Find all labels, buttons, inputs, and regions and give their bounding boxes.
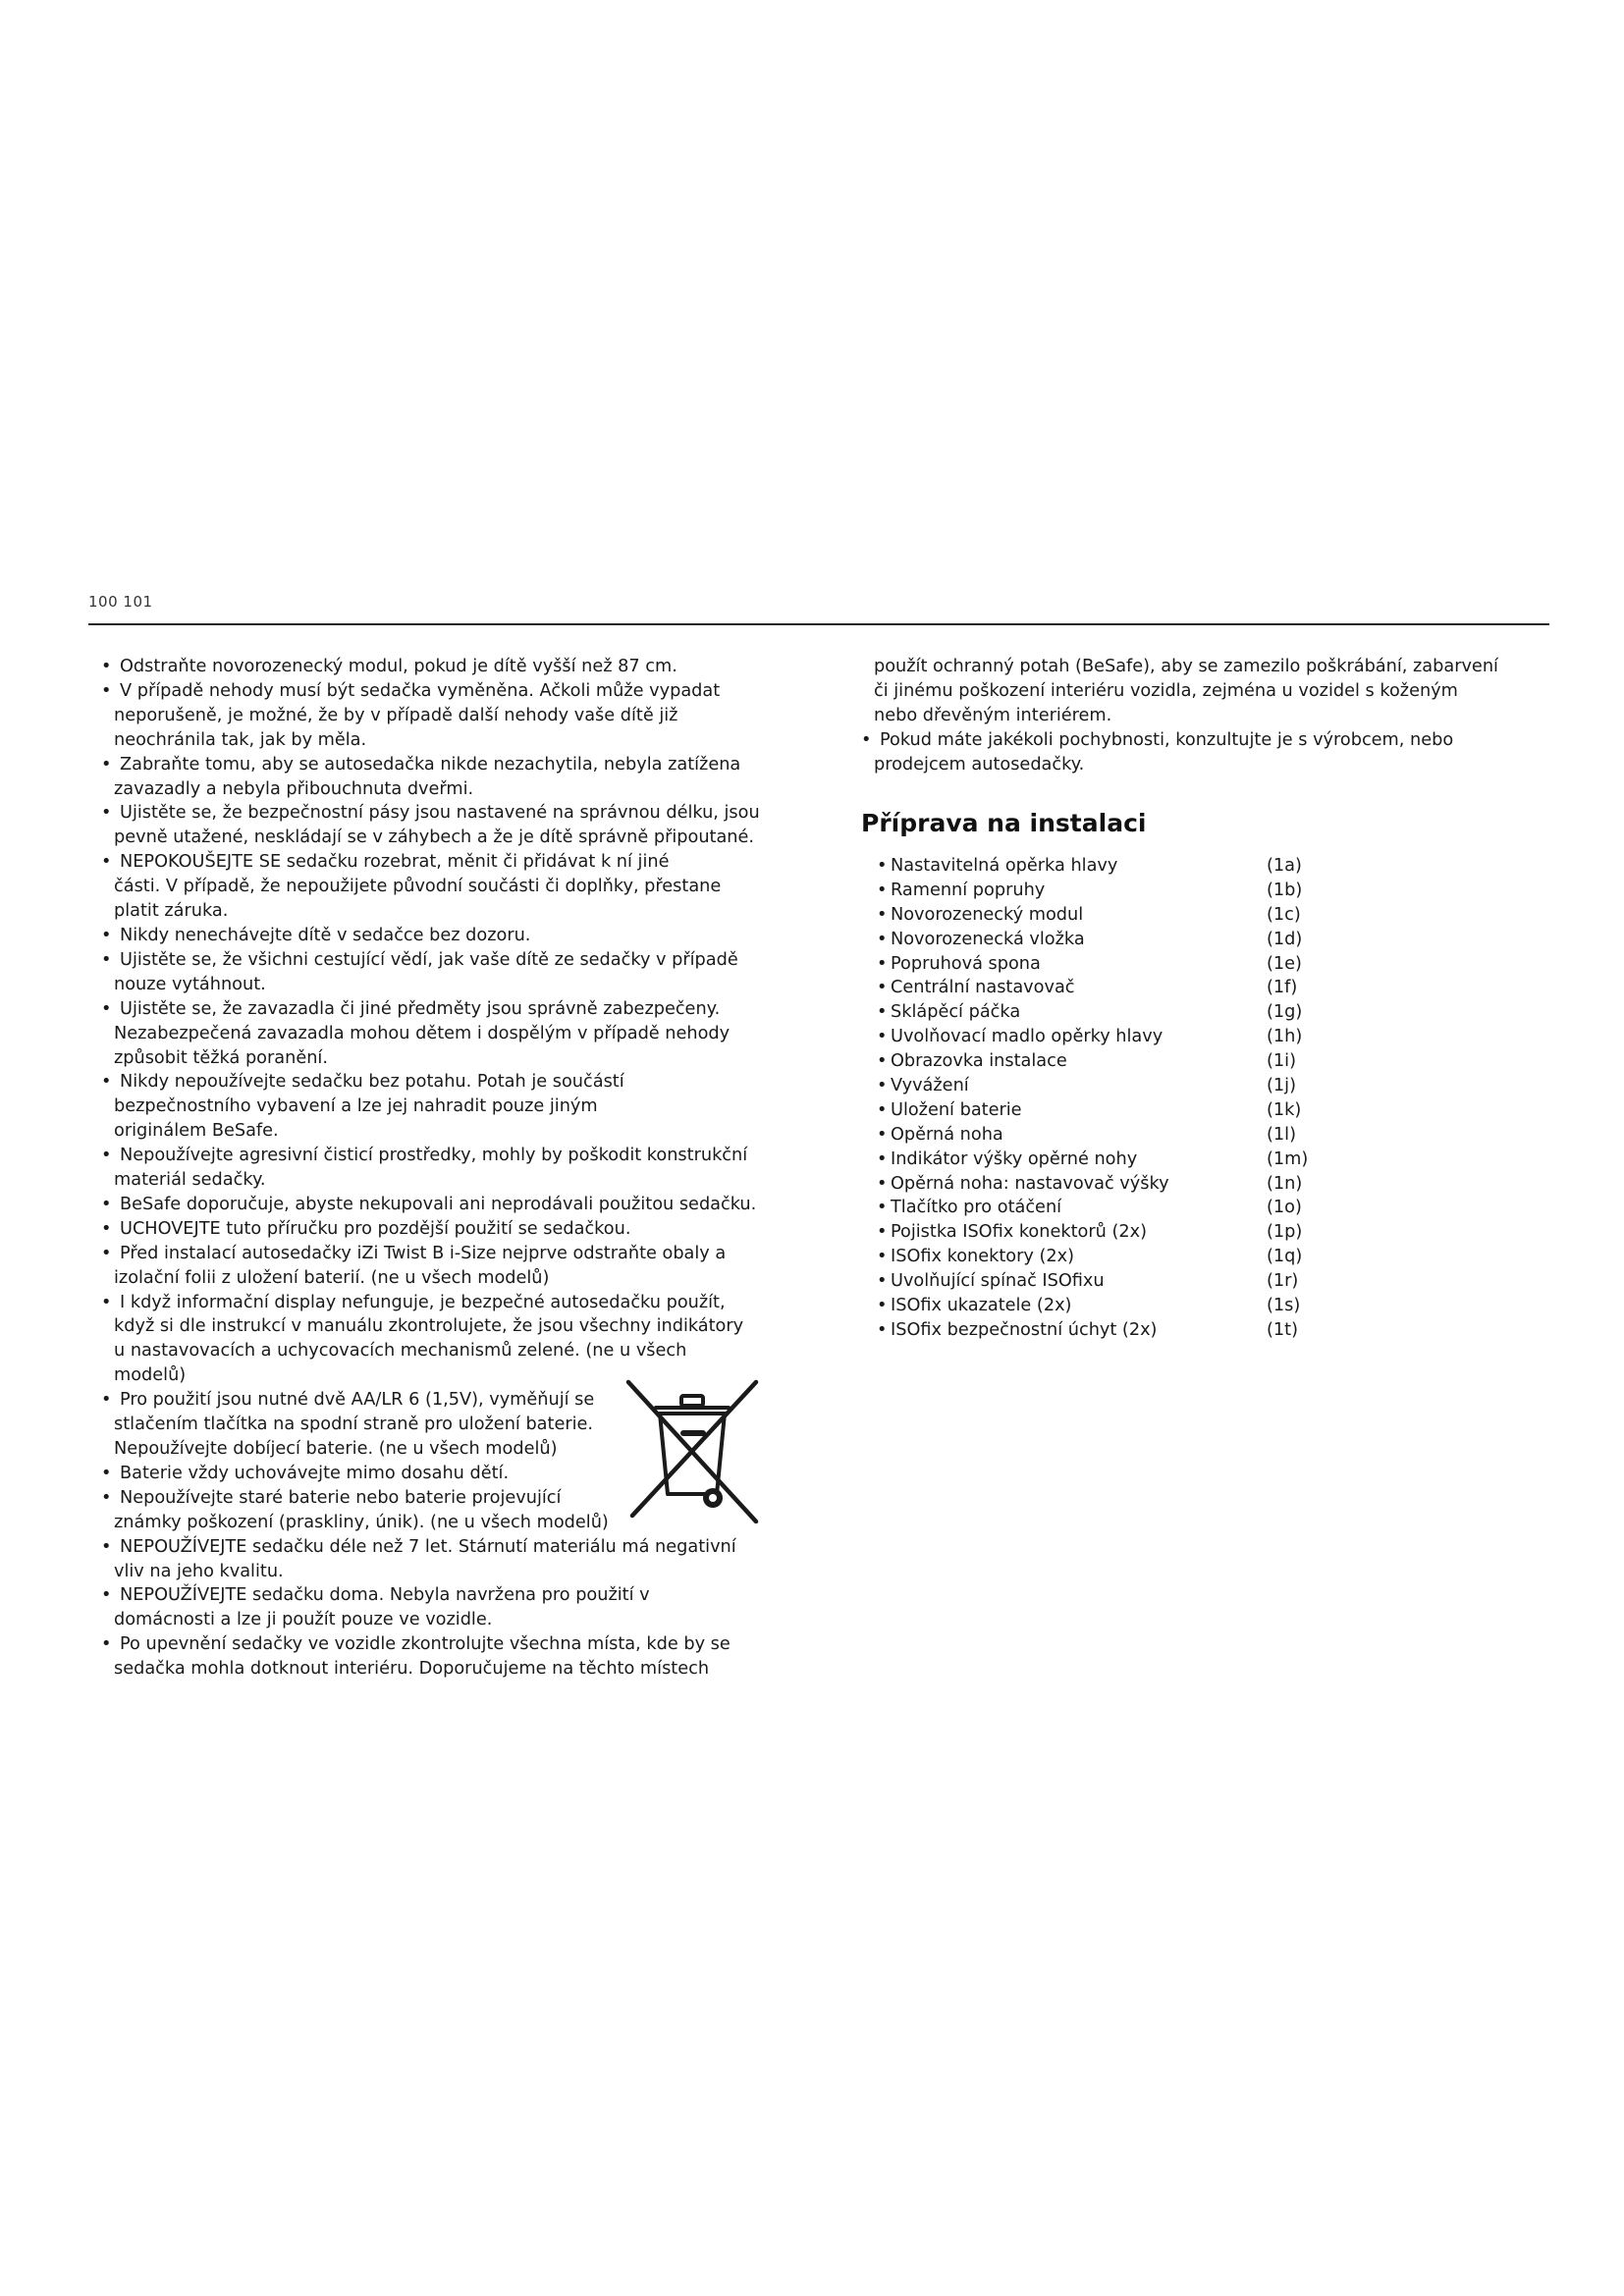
part-reference: (1m) [1267, 1148, 1309, 1169]
part-reference: (1e) [1267, 953, 1302, 974]
bullet-line: • Nepoužívejte agresivní čisticí prostředky, mohly by poškodit konstrukční [101, 1144, 788, 1168]
part-item [877, 1294, 1387, 1318]
continuation-line: platit záruka. [114, 901, 229, 922]
bullet-line: • Pro použití jsou nutné dvě AA/LR 6 (1,5V), vyměňují se [101, 1388, 788, 1413]
part-name: • Ramenní popruhy [891, 880, 1046, 900]
part-name: • Uložení baterie [891, 1099, 1022, 1120]
part-reference: (1f) [1267, 978, 1298, 998]
bullet-line: • Zabraňte tomu, aby se autosedačka nikde nezachytila, nebyla zatížena [101, 753, 788, 777]
part-reference: (1h) [1267, 1027, 1303, 1047]
continuation-line: zavazadly a nebyla přibouchnuta dveřmi. [114, 778, 474, 799]
part-name: • Indikátor výšky opěrné nohy [891, 1148, 1138, 1169]
part-item [877, 903, 1387, 928]
continuation-line: způsobit těžká poranění. [114, 1047, 328, 1068]
bullet-line: • BeSafe doporučuje, abyste nekupovali ani neprodávali použitou sedačku. [101, 1193, 788, 1217]
bullet-line: • UCHOVEJTE tuto příručku pro pozdější použití se sedačkou. [101, 1217, 788, 1242]
part-name: • Novorozenecký modul [891, 904, 1084, 925]
continuation-line: bezpečnostního vybavení a lze jej nahradit pouze jiným [114, 1096, 598, 1117]
continuation-line: neporušeně, je možné, že by v případě další nehody vaše dítě již [114, 705, 678, 725]
part-reference: (1o) [1267, 1198, 1302, 1218]
part-item [877, 952, 1387, 977]
part-item [877, 1172, 1387, 1197]
bullet-line: • I když informační display nefunguje, je bezpečné autosedačku použít, [101, 1291, 788, 1315]
bullet-line: • Ujistěte se, že zavazadla či jiné předměty jsou správně zabezpečeny. [101, 997, 788, 1022]
part-item [877, 976, 1387, 1000]
part-reference: (1r) [1267, 1271, 1299, 1292]
bullet-line: • V případě nehody musí být sedačka vyměněna. Ačkoli může vypadat [101, 679, 788, 704]
continuation-line: neochránila tak, jak by měla. [114, 729, 367, 750]
continuation-line: stlačením tlačítka na spodní straně pro uložení baterie. [114, 1415, 594, 1435]
bullet-line: • Pokud máte jakékoli pochybnosti, konzultujte je s výrobcem, nebo [861, 728, 1553, 753]
bullet-line: • NEPOKOUŠEJTE SE sedačku rozebrat, měnit či přidávat k ní jiné [101, 850, 788, 875]
part-name: • Vyvážení [891, 1076, 969, 1096]
part-name: • Sklápěcí páčka [891, 1002, 1021, 1023]
continuation-line: izolační folii z uložení baterií. (ne u všech modelů) [114, 1267, 550, 1288]
continuation-line: modelů) [114, 1365, 187, 1386]
part-reference: (1q) [1267, 1247, 1303, 1267]
part-name: • Opěrná noha: nastavovač výšky [891, 1173, 1169, 1194]
continuation-line: nouze vytáhnout. [114, 974, 266, 994]
part-name: • Centrální nastavovač [891, 978, 1075, 998]
section-heading: Příprava na instalaci [861, 809, 1147, 837]
part-item [877, 1220, 1387, 1245]
part-reference: (1t) [1267, 1319, 1298, 1340]
continuation-line: domácnosti a lze ji použít pouze ve vozidle. [114, 1610, 493, 1630]
part-name: • Opěrná noha [891, 1124, 1003, 1145]
continuation-line: části. V případě, že nepoužijete původní součásti či doplňky, přestane [114, 877, 722, 897]
continuation-line: když si dle instrukcí v manuálu zkontrolujete, že jsou všechny indikátory [114, 1316, 744, 1337]
part-name: • ISOfix konektory (2x) [891, 1247, 1075, 1267]
part-name: • Popruhová spona [891, 953, 1041, 974]
part-reference: (1p) [1267, 1222, 1303, 1243]
part-reference: (1d) [1267, 929, 1303, 949]
part-name: • Uvolňující spínač ISOfixu [891, 1271, 1105, 1292]
continuation-line: Nezabezpečená zavazadla mohou dětem i dospělým v případě nehody [114, 1023, 731, 1043]
continuation-line: Nepoužívejte dobíjecí baterie. (ne u všech modelů) [114, 1439, 558, 1459]
part-item [877, 1025, 1387, 1049]
part-name: • Novorozenecká vložka [891, 929, 1085, 949]
part-reference: (1l) [1267, 1124, 1296, 1145]
part-item [877, 1148, 1387, 1172]
part-item [877, 1245, 1387, 1269]
part-reference: (1a) [1267, 856, 1302, 876]
part-item [877, 879, 1387, 903]
bullet-line: • NEPOUŽÍVEJTE sedačku déle než 7 let. Stárnutí materiálu má negativní [101, 1535, 788, 1560]
part-name: • Tlačítko pro otáčení [891, 1198, 1062, 1218]
continuation-line: nebo dřevěným interiérem. [874, 705, 1112, 725]
part-item [877, 1049, 1387, 1074]
bullet-line: • Ujistěte se, že všichni cestující vědí, jak vaše dítě ze sedačky v případě [101, 948, 788, 973]
part-item [877, 1098, 1387, 1123]
part-name: • Uvolňovací madlo opěrky hlavy [891, 1027, 1164, 1047]
continuation-line: známky poškození (praskliny, únik). (ne u všech modelů) [114, 1512, 609, 1532]
part-name: • Nastavitelná opěrka hlavy [891, 856, 1118, 876]
bullet-line: • NEPOUŽÍVEJTE sedačku doma. Nebyla navržena pro použití v [101, 1583, 788, 1608]
part-name: • Obrazovka instalace [891, 1051, 1067, 1072]
continuation-line: sedačka mohla dotknout interiéru. Doporučujeme na těchto místech [114, 1659, 710, 1680]
part-item [877, 1269, 1387, 1294]
header-divider [88, 623, 1549, 625]
part-reference: (1g) [1267, 1002, 1303, 1023]
crossed-out-wheelie-bin-icon [619, 1378, 764, 1523]
continuation-line: či jinému poškození interiéru vozidla, zejména u vozidel s koženým [874, 680, 1458, 701]
parts-list [877, 854, 1387, 1343]
part-reference: (1n) [1267, 1173, 1303, 1194]
bullet-line: • Po upevnění sedačky ve vozidle zkontrolujte všechna místa, kde by se [101, 1632, 788, 1657]
page-number: 100 101 [88, 593, 153, 611]
continuation-line: u nastavovacích a uchycovacích mechanismů zelené. (ne u všech [114, 1341, 687, 1362]
part-item [877, 1196, 1387, 1220]
continuation-line: použít ochranný potah (BeSafe), aby se zamezilo poškrábání, zabarvení [874, 657, 1498, 676]
part-item [877, 1000, 1387, 1025]
continuation-line: prodejcem autosedačky. [874, 754, 1085, 774]
continuation-line: materiál sedačky. [114, 1170, 266, 1191]
continuation-line: pevně utažené, neskládají se v záhybech a že je dítě správně připoutané. [114, 828, 755, 848]
part-reference: (1s) [1267, 1296, 1301, 1316]
bullet-line: • Před instalací autosedačky iZi Twist B i-Size nejprve odstraňte obaly a [101, 1242, 788, 1266]
part-name: • ISOfix ukazatele (2x) [891, 1296, 1072, 1316]
part-name: • Pojistka ISOfix konektorů (2x) [891, 1222, 1147, 1243]
part-item [877, 928, 1387, 952]
bullet-line: • Nikdy nepoužívejte sedačku bez potahu. Potah je součástí [101, 1070, 788, 1095]
bullet-line: • Odstraňte novorozenecký modul, pokud je dítě vyšší než 87 cm. [101, 655, 788, 679]
safety-notes-left-column [101, 655, 788, 1682]
continuation-line: originálem BeSafe. [114, 1121, 279, 1142]
part-item [877, 1318, 1387, 1343]
part-item [877, 1074, 1387, 1098]
part-name: • ISOfix bezpečnostní úchyt (2x) [891, 1319, 1158, 1340]
part-reference: (1j) [1267, 1076, 1296, 1096]
part-item [877, 854, 1387, 879]
part-item [877, 1123, 1387, 1148]
bullet-line: • Nepoužívejte staré baterie nebo baterie projevující [101, 1486, 788, 1511]
part-reference: (1k) [1267, 1099, 1302, 1120]
bullet-line: • Ujistěte se, že bezpečnostní pásy jsou nastavené na správnou délku, jsou [101, 801, 788, 826]
continuation-line: vliv na jeho kvalitu. [114, 1561, 284, 1581]
part-reference: (1b) [1267, 880, 1303, 900]
safety-notes-right-column [861, 655, 1553, 777]
part-reference: (1i) [1267, 1051, 1296, 1072]
bullet-line: • Nikdy nenechávejte dítě v sedačce bez dozoru. [101, 924, 788, 948]
part-reference: (1c) [1267, 904, 1301, 925]
safety-notes-continued-list [861, 655, 1553, 777]
bullet-line: • Baterie vždy uchovávejte mimo dosahu dětí. [101, 1462, 788, 1486]
safety-notes-list [101, 655, 788, 1682]
